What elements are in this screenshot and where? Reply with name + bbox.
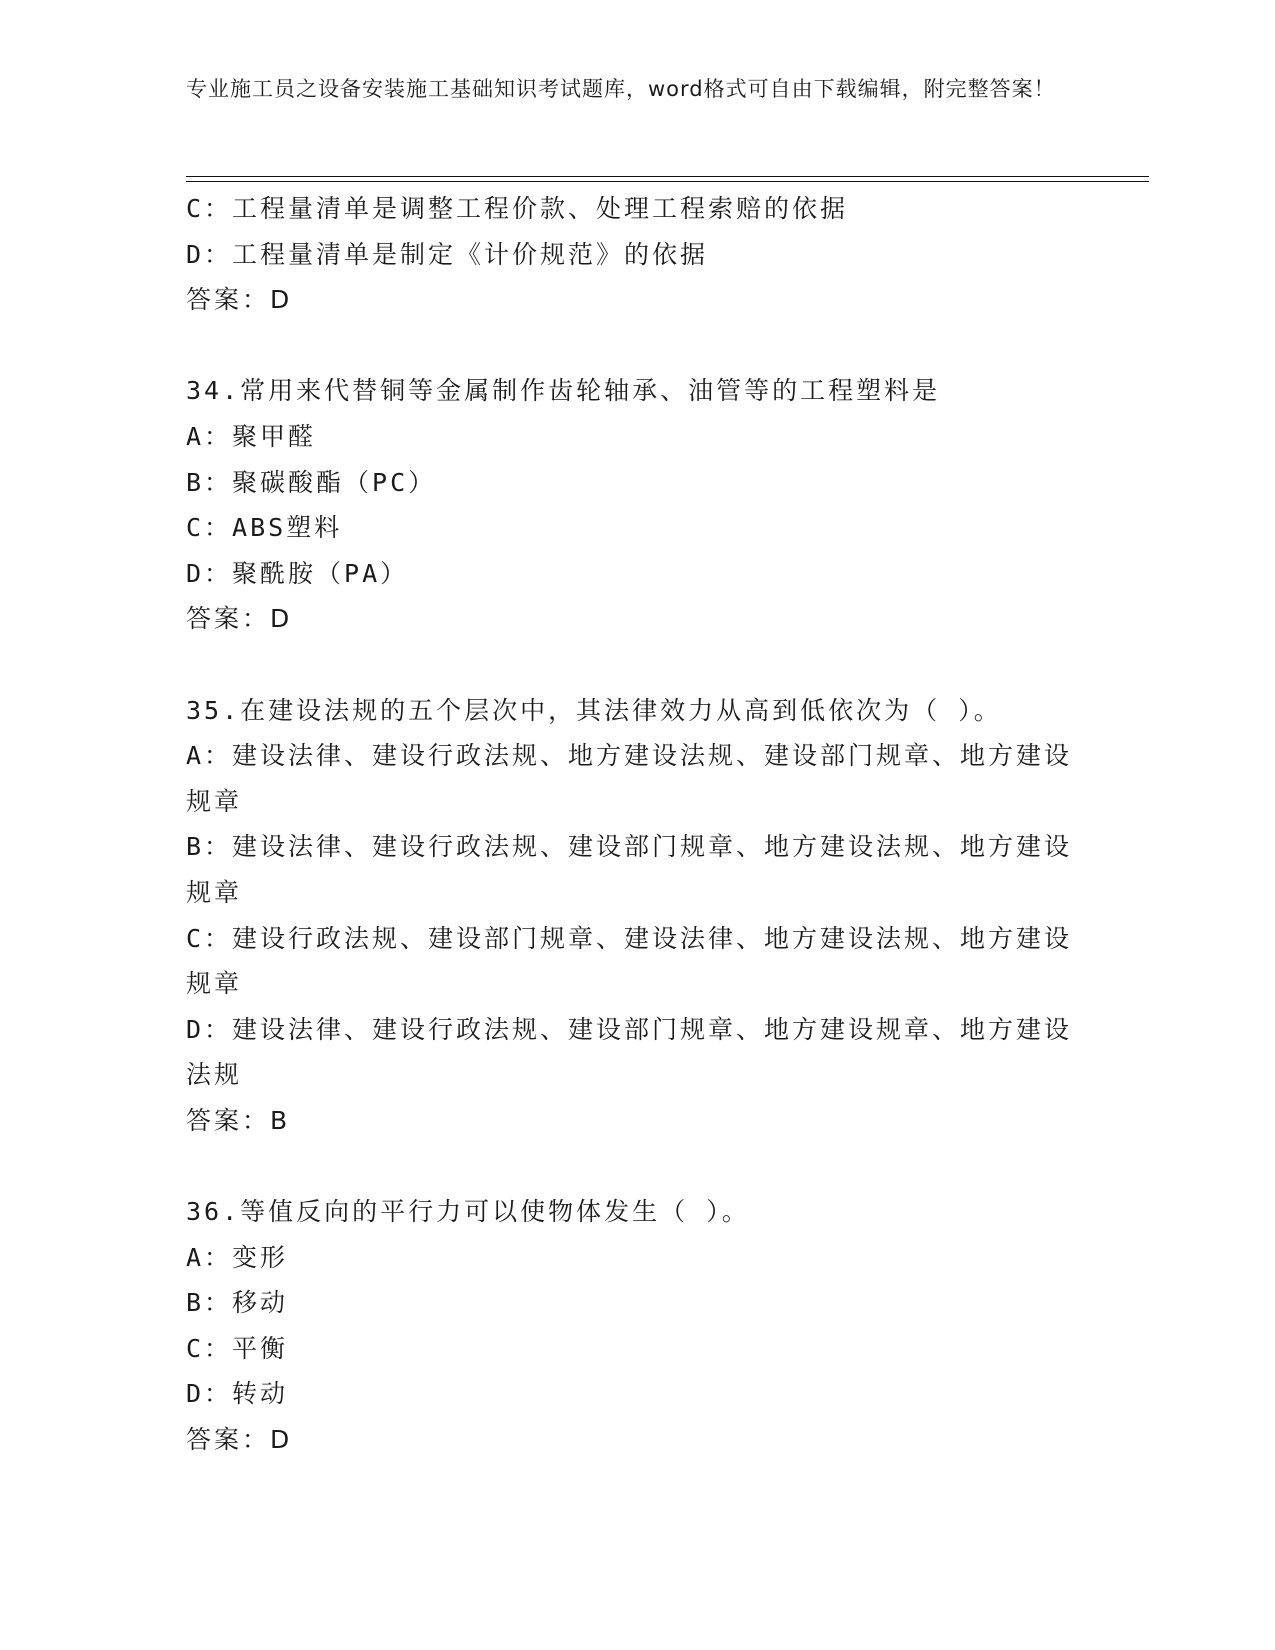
option-a: A：聚甲醛 (186, 421, 317, 451)
question-stem: 34.常用来代替铜等金属制作齿轮轴承、油管等的工程塑料是 (186, 376, 941, 406)
option-b: B：聚碳酸酯（PC） (186, 467, 437, 497)
option-c: C：ABS塑料 (186, 513, 343, 543)
document-header: 专业施工员之设备安装施工基础知识考试题库，word格式可自由下载编辑，附完整答案！ (186, 77, 1056, 101)
question-35 (186, 688, 1086, 1144)
option-a: A：变形 (186, 1242, 289, 1272)
answer: 答案：D (186, 1425, 293, 1455)
option-d: D：工程量清单是制定《计价规范》的依据 (186, 239, 709, 269)
header-rule-top (186, 176, 1149, 177)
option-c: C：工程量清单是调整工程价款、处理工程索赔的依据 (186, 194, 849, 223)
option-b: B：移动 (186, 1288, 289, 1318)
option-a: A：建设法律、建设行政法规、地方建设法规、建设部门规章、地方建设规章 (186, 741, 1073, 816)
question-34 (186, 368, 1086, 642)
option-c: C：平衡 (186, 1333, 289, 1363)
header-rule-bottom (186, 181, 1149, 182)
option-d: D：转动 (186, 1379, 289, 1409)
question-stem: 36.等值反向的平行力可以使物体发生（ ）。 (186, 1197, 750, 1227)
option-d: D：建设法律、建设行政法规、建设部门规章、地方建设规章、地方建设法规 (186, 1014, 1073, 1090)
question-list (186, 186, 1086, 1463)
answer: 答案：D (186, 285, 293, 315)
question-stem: 35.在建设法规的五个层次中，其法律效力从高到低依次为（ ）。 (186, 695, 1002, 725)
continued-question (186, 186, 1086, 323)
option-b: B：建设法律、建设行政法规、建设部门规章、地方建设法规、地方建设规章 (186, 832, 1073, 907)
question-36 (186, 1189, 1086, 1463)
answer: 答案：B (186, 1105, 291, 1135)
answer: 答案：D (186, 604, 293, 634)
option-d: D：聚酰胺（PA） (186, 558, 409, 588)
option-c: C：建设行政法规、建设部门规章、建设法律、地方建设法规、地方建设规章 (186, 923, 1073, 999)
